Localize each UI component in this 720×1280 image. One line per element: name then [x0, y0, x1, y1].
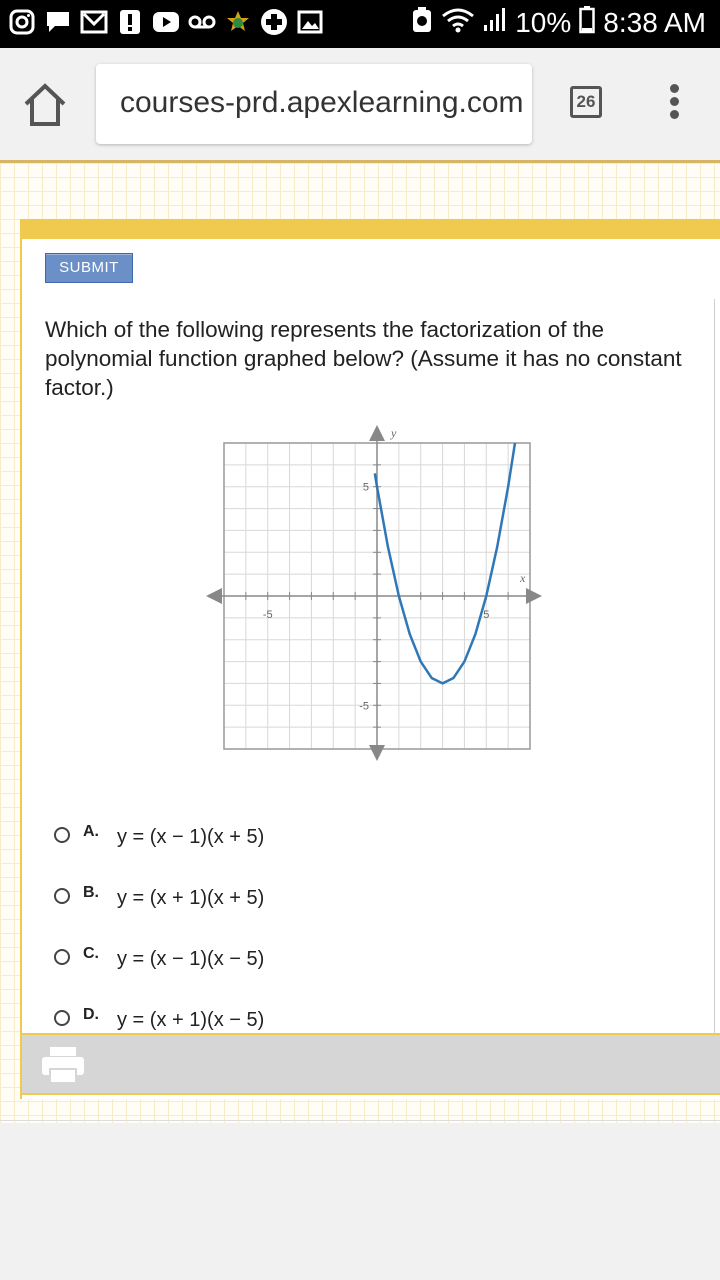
notification-icons: [8, 8, 324, 36]
divider: [714, 299, 715, 1035]
radio-button[interactable]: [54, 1010, 70, 1026]
overflow-menu-button[interactable]: [664, 84, 684, 124]
battery-icon: [579, 6, 595, 39]
radio-button[interactable]: [54, 827, 70, 843]
choice-text: y = (x + 1)(x + 5): [117, 887, 265, 909]
radio-button[interactable]: [54, 888, 70, 904]
polynomial-graph: [206, 425, 542, 761]
radio-button[interactable]: [54, 949, 70, 965]
game-icon: [224, 8, 252, 36]
plus-icon: [260, 8, 288, 36]
clock: 8:38 AM: [603, 6, 706, 38]
wifi-icon: [441, 7, 475, 38]
instagram-icon: [8, 8, 36, 36]
submit-button[interactable]: SUBMIT: [45, 253, 133, 283]
y-axis-arrow-down: [369, 745, 385, 761]
choice-b[interactable]: [54, 884, 264, 910]
divider: [0, 1120, 720, 1121]
address-bar[interactable]: [96, 64, 532, 144]
gallery-icon: [296, 8, 324, 36]
parabola-curve: [375, 431, 517, 684]
home-button[interactable]: [22, 82, 68, 128]
x-tick-label: -5: [262, 609, 273, 621]
url-text: courses-prd.apexlearning.com: [120, 86, 524, 119]
y-axis-arrow-up: [369, 425, 385, 441]
x-axis-arrow-right: [526, 588, 542, 604]
choice-letter: C.: [83, 945, 99, 962]
choice-letter: D.: [83, 1006, 99, 1023]
x-axis-label: x: [520, 571, 526, 585]
page-background: [0, 160, 720, 1123]
y-tick-label: 5: [362, 481, 369, 494]
y-tick-label: -5: [359, 700, 369, 713]
status-bar: [0, 0, 720, 48]
alert-icon: [116, 8, 144, 36]
choice-text: y = (x − 1)(x − 5): [117, 948, 265, 970]
signal-icon: [483, 7, 507, 38]
choice-a[interactable]: [54, 823, 264, 849]
choice-text: y = (x + 1)(x − 5): [117, 1009, 265, 1031]
question-text: Which of the following represents the factorization of the polynomial function graphed below? (Assume it has no constant factor.): [45, 317, 682, 400]
choice-letter: B.: [83, 884, 99, 901]
x-tick-label: 5: [483, 609, 490, 621]
choice-d[interactable]: [54, 1006, 264, 1032]
home-icon: [22, 82, 68, 128]
voicemail-icon: [188, 8, 216, 36]
battery-percent: 10%: [515, 6, 572, 38]
choice-text: y = (x − 1)(x + 5): [117, 826, 265, 848]
bottom-toolbar: [20, 1033, 720, 1095]
browser-toolbar: [0, 48, 720, 160]
youtube-icon: [152, 8, 180, 36]
chat-icon: [44, 8, 72, 36]
x-axis-arrow-left: [206, 588, 222, 604]
choice-letter: A.: [83, 823, 99, 840]
data-saver-icon: [411, 7, 433, 38]
question-card: [20, 219, 720, 1099]
gmail-icon: [80, 8, 108, 36]
tab-switcher-button[interactable]: 26: [570, 86, 602, 118]
print-icon[interactable]: [40, 1045, 86, 1085]
choice-c[interactable]: [54, 945, 264, 971]
y-axis-label: y: [391, 426, 397, 440]
